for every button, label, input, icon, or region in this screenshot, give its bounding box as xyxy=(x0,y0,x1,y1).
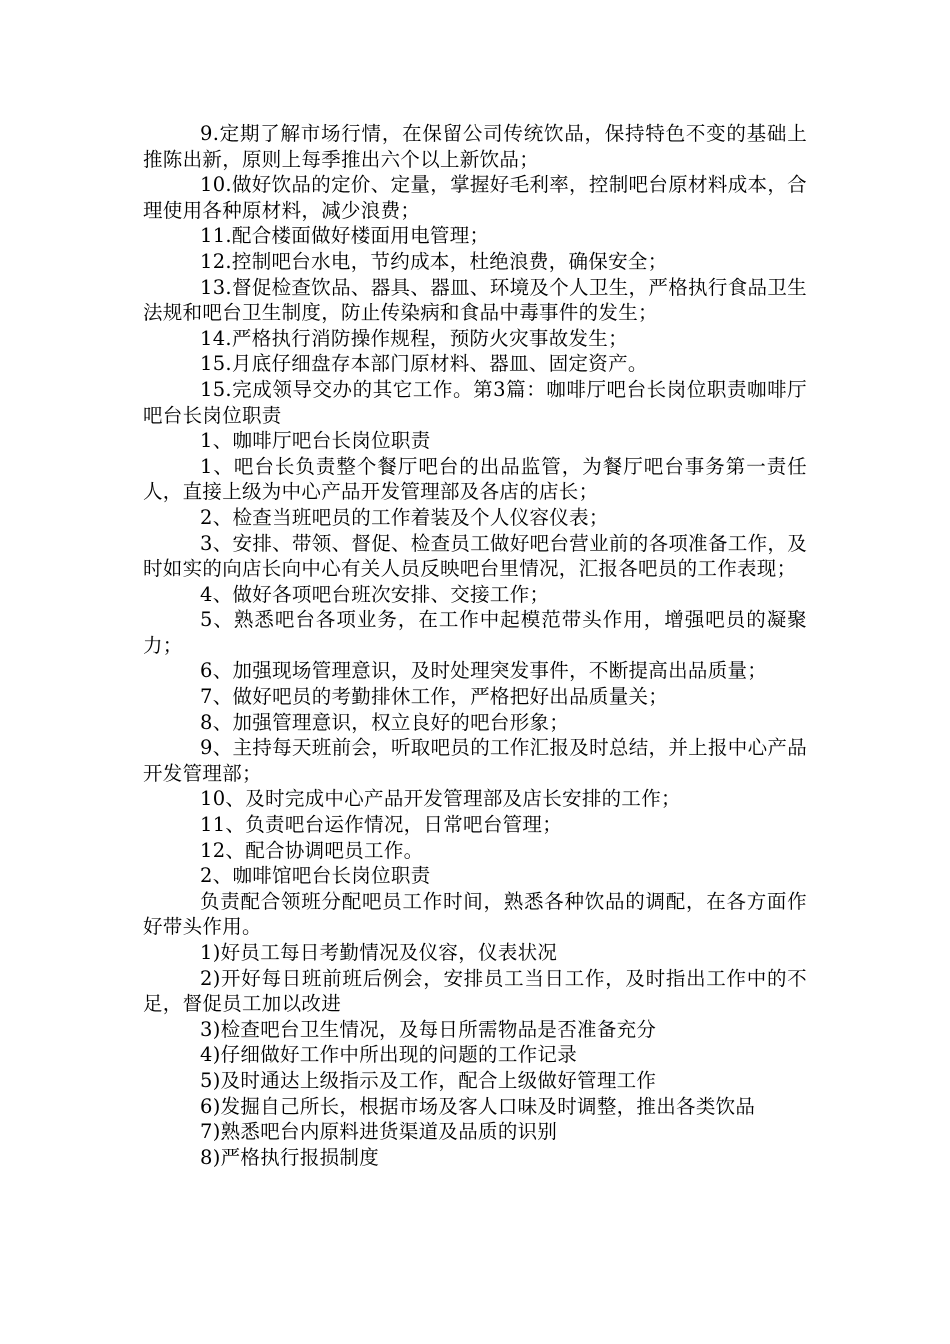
duty-item-12: 12、配合协调吧员工作。 xyxy=(200,838,424,862)
paragraph-12: 12.控制吧台水电，节约成本，杜绝浪费，确保安全； xyxy=(200,249,668,273)
document-body xyxy=(143,121,807,1170)
list-item-3: 3)检查吧台卫生情况，及每日所需物品是否准备充分 xyxy=(200,1017,657,1041)
duty-item-5: 5、熟悉吧台各项业务，在工作中起模范带头作用，增强吧员的凝聚力； xyxy=(143,608,807,657)
list-item-5: 5)及时通达上级指示及工作，配合上级做好管理工作 xyxy=(200,1068,657,1092)
paragraph-14: 14.严格执行消防操作规程，预防火灾事故发生； xyxy=(200,326,628,350)
section-heading-2: 2、咖啡馆吧台长岗位职责 xyxy=(200,864,431,888)
duty-item-8: 8、加强管理意识，权立良好的吧台形象； xyxy=(200,710,570,734)
paragraph-10: 10.做好饮品的定价、定量，掌握好毛利率，控制吧台原材料成本，合理使用各种原材料，减少浪费； xyxy=(143,173,807,222)
paragraph-9: 9.定期了解市场行情，在保留公司传统饮品，保持特色不变的基础上推陈出新，原则上每季推出六个以上新饮品； xyxy=(143,122,807,171)
duty-item-3: 3、安排、带领、督促、检查员工做好吧台营业前的各项准备工作，及时如实的向店长向中心有关人员反映吧台里情况，汇报各吧员的工作表现； xyxy=(143,531,807,581)
duty-item-10: 10、及时完成中心产品开发管理部及店长安排的工作； xyxy=(200,787,681,811)
duty-item-6: 6、加强现场管理意识，及时处理突发事件，不断提高出品质量； xyxy=(200,659,768,683)
paragraph-15a: 15.月底仔细盘存本部门原材料、器皿、固定资产。 xyxy=(200,352,648,376)
duty-item-11: 11、负责吧台运作情况，日常吧台管理； xyxy=(200,813,563,837)
list-item-1: 1)好员工每日考勤情况及仪容，仪表状况 xyxy=(200,941,558,964)
list-item-6: 6)发掘自己所长，根据市场及客人口味及时调整，推出各类饮品 xyxy=(200,1094,756,1118)
paragraph-11: 11.配合楼面做好楼面用电管理； xyxy=(200,224,490,248)
list-item-8: 8)严格执行报损制度 xyxy=(200,1145,380,1169)
section-intro: 负责配合领班分配吧员工作时间，熟悉各种饮品的调配，在各方面作好带头作用。 xyxy=(143,889,807,939)
duty-item-2: 2、检查当班吧员的工作着装及个人仪容仪表； xyxy=(200,505,609,529)
list-item-7: 7)熟悉吧台内原料进货渠道及品质的识别 xyxy=(200,1120,558,1144)
duty-item-4: 4、做好各项吧台班次安排、交接工作； xyxy=(200,582,550,606)
list-item-2: 2)开好每日班前班后例会，安排员工当日工作，及时指出工作中的不足，督促员工加以改进 xyxy=(143,966,807,1016)
duty-item-9: 9、主持每天班前会，听取吧员的工作汇报及时总结，并上报中心产品开发管理部； xyxy=(143,736,807,785)
paragraph-15b: 15.完成领导交办的其它工作。第3篇：咖啡厅吧台长岗位职责咖啡厅吧台长岗位职责 xyxy=(143,377,807,427)
duty-item-1: 1、吧台长负责整个餐厅吧台的出品监管，为餐厅吧台事务第一责任人，直接上级为中心产品开发管理部及各店的店长； xyxy=(143,454,807,504)
paragraph-13: 13.督促检查饮品、器具、器皿、环境及个人卫生，严格执行食品卫生法规和吧台卫生制度，防止传染病和食品中毒事件的发生； xyxy=(143,275,807,325)
list-item-4: 4)仔细做好工作中所出现的问题的工作记录 xyxy=(200,1043,578,1067)
duty-item-7: 7、做好吧员的考勤排休工作，严格把好出品质量关； xyxy=(200,685,669,709)
section-heading-1: 1、咖啡厅吧台长岗位职责 xyxy=(200,429,431,453)
